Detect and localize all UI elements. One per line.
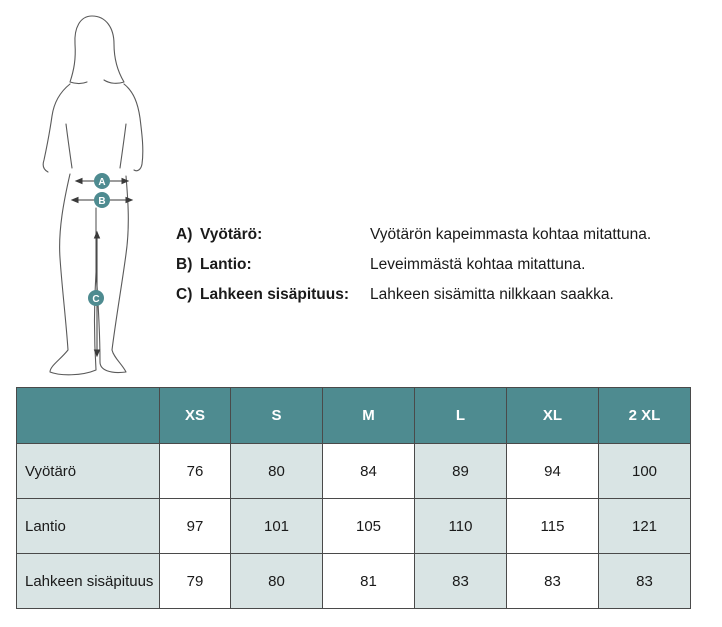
legend-description: Vyötärön kapeimmasta kohtaa mitattuna. (370, 226, 652, 243)
table-row-hip (17, 499, 691, 554)
table-cell: 115 (507, 499, 599, 554)
table-cell: 83 (507, 554, 599, 609)
legend-key (176, 252, 252, 278)
table-cell: 97 (160, 499, 231, 554)
table-cell: 80 (231, 554, 323, 609)
header-size-2xl: 2 XL (599, 388, 691, 444)
table-cell: 100 (599, 444, 691, 499)
table-cell: 83 (415, 554, 507, 609)
legend-term: Vyötärö: (200, 226, 263, 243)
table-cell: 105 (323, 499, 415, 554)
legend-key (176, 222, 262, 248)
table-cell: 101 (231, 499, 323, 554)
svg-text:A: A (98, 177, 106, 188)
torso-outline (43, 84, 143, 172)
table-cell: 80 (231, 444, 323, 499)
legs-outline (50, 174, 128, 375)
header-corner-cell (17, 388, 160, 444)
table-row-inseam (17, 554, 691, 609)
legend-description: Lahkeen sisämitta nilkkaan saakka. (370, 286, 614, 303)
row-label: Lahkeen sisäpituus (17, 554, 160, 609)
legend-term: Lahkeen sisäpituus: (200, 286, 350, 303)
header-size-xl: XL (507, 388, 599, 444)
body-silhouette-illustration (30, 4, 160, 382)
marker-c (88, 290, 104, 306)
legend-letter: B) (176, 256, 193, 273)
row-label: Vyötärö (17, 444, 160, 499)
legend-description: Leveimmästä kohtaa mitattuna. (370, 256, 586, 273)
table-header-row (17, 388, 691, 444)
legend-letter: C) (176, 286, 193, 303)
table-cell: 81 (323, 554, 415, 609)
legend-letter: A) (176, 226, 193, 243)
table-cell: 94 (507, 444, 599, 499)
measurement-legend (176, 222, 706, 312)
header-size-m: M (323, 388, 415, 444)
table-cell: 79 (160, 554, 231, 609)
marker-a (94, 173, 110, 189)
svg-text:B: B (98, 196, 106, 207)
table-cell: 121 (599, 499, 691, 554)
marker-b (94, 192, 110, 208)
table-cell: 83 (599, 554, 691, 609)
legend-row-waist (176, 222, 706, 252)
size-chart-table (16, 387, 691, 609)
table-cell: 84 (323, 444, 415, 499)
legend-row-inseam (176, 282, 706, 312)
legend-term: Lantio: (200, 256, 252, 273)
svg-text:C: C (92, 294, 100, 305)
row-label: Lantio (17, 499, 160, 554)
table-cell: 76 (160, 444, 231, 499)
header-size-l: L (415, 388, 507, 444)
legend-key (176, 282, 349, 308)
table-cell: 110 (415, 499, 507, 554)
table-cell: 89 (415, 444, 507, 499)
legend-row-hip (176, 252, 706, 282)
header-size-xs: XS (160, 388, 231, 444)
header-size-s: S (231, 388, 323, 444)
table-row-waist (17, 444, 691, 499)
head-outline (70, 16, 124, 84)
